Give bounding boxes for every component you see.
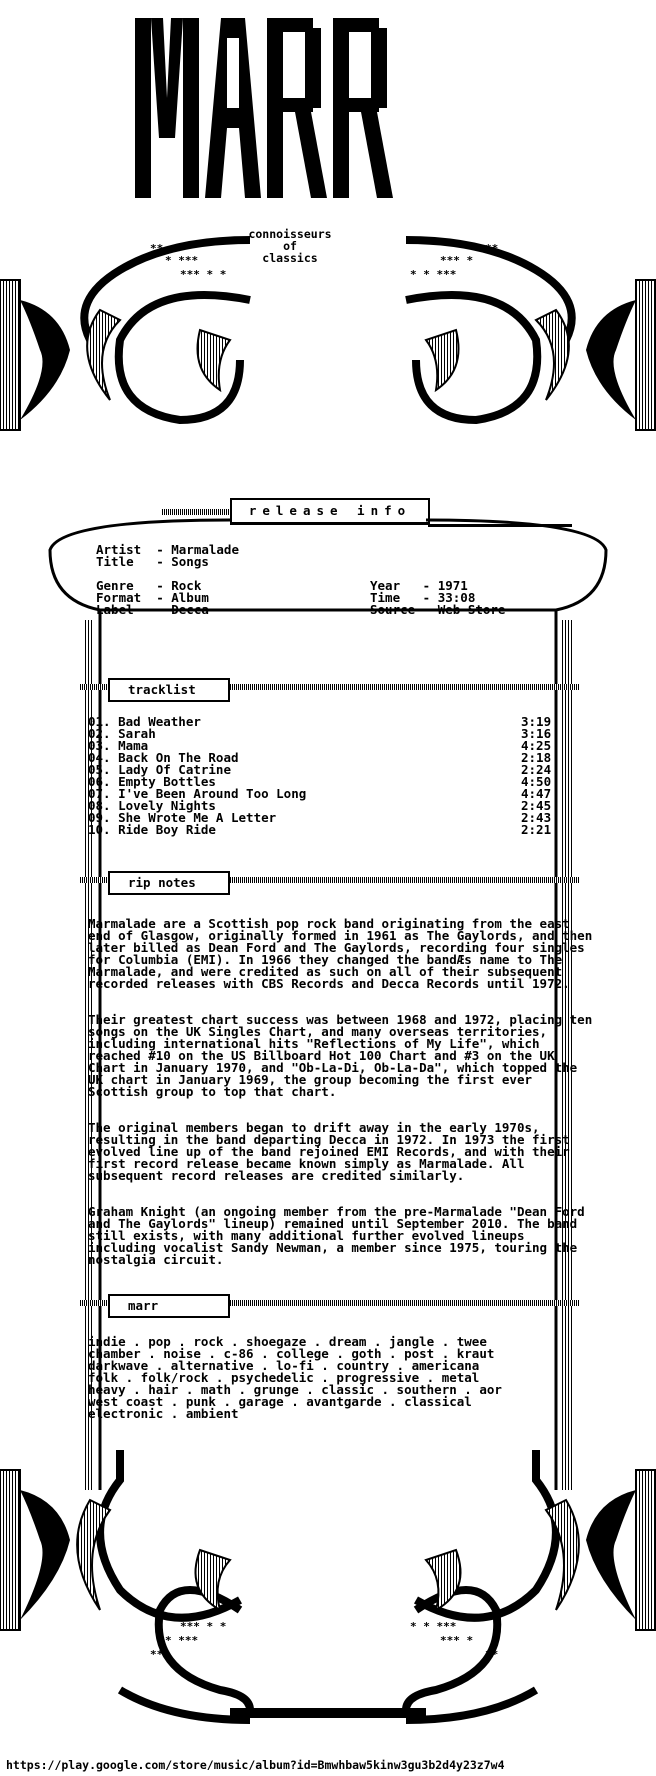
track-title: 09. She Wrote Me A Letter [88, 810, 277, 825]
track-duration: 2:18 [521, 750, 552, 765]
track-duration: 2:24 [521, 762, 552, 777]
track-title: 07. I've Been Around Too Long [88, 786, 307, 801]
tagline-line-1: connoisseurs [248, 227, 332, 241]
marr-bar-right [230, 1300, 580, 1306]
genre-tags-line: electronic . ambient [88, 1406, 239, 1421]
release-info-label: release info [248, 503, 412, 518]
time-field: Time - 33:08 [370, 590, 476, 605]
track-duration: 2:45 [521, 798, 552, 813]
svg-text:*** *: *** * [440, 254, 474, 267]
svg-text:**: ** [150, 242, 164, 255]
track-title: 03. Mama [88, 738, 149, 753]
svg-text:* ***: * *** [165, 1634, 199, 1647]
genre-tags-line: heavy . hair . math . grunge . classic . southern . aor [88, 1382, 502, 1397]
track-title: 06. Empty Bottles [88, 774, 216, 789]
genre-field: Genre - Rock [96, 578, 202, 593]
track-title: 02. Sarah [88, 726, 156, 741]
svg-text:* * ***: * * *** [410, 1620, 457, 1633]
rip-notes-paragraph: Graham Knight (an ongoing member from the pre-Marmalade "Dean Ford and The Gaylords" lineup) remained until September 2010. The band still exists, with many additional further evolved lineups including vocalist Sandy Newman, a member since 1975, touring the nostalgia circuit. [88, 1204, 585, 1267]
genre-tags-line: chamber . noise . c-86 . college . goth . post . kraut [88, 1346, 495, 1361]
rip-notes-paragraph: The original members began to drift away in the early 1970s, resulting in the band departing Decca in 1972. In 1973 the first evolved line up of the band rejoined EMI Records, and with their first record release became known simply as Marmalade. All subsequent record releases are credited similarly. [88, 1120, 570, 1183]
track-duration: 4:47 [521, 786, 552, 801]
source-field: Source - Web Store [370, 602, 506, 617]
track-duration: 3:19 [521, 714, 552, 729]
genre-tags-line: west coast . punk . garage . avantgarde . classical [88, 1394, 472, 1409]
svg-text:**: ** [485, 1648, 499, 1661]
track-title: 10. Ride Boy Ride [88, 822, 216, 837]
svg-text:* * ***: * * *** [410, 268, 457, 281]
rip-notes-bar-left [80, 877, 108, 883]
scroll-ornament-icon [0, 200, 656, 500]
svg-text:**: ** [485, 242, 499, 255]
genre-tags-line: indie . pop . rock . shoegaze . dream . jangle . twee [88, 1334, 487, 1349]
track-title: 04. Back On The Road [88, 750, 239, 765]
track-duration: 2:43 [521, 810, 552, 825]
title-field: Title - Songs [96, 554, 209, 569]
track-title: 08. Lovely Nights [88, 798, 216, 813]
tagline-line-2: of [283, 239, 297, 253]
track-row [88, 824, 588, 836]
track-duration: 2:21 [521, 822, 552, 837]
tagline-line-3: classics [262, 251, 318, 265]
label-field: Label - Decca [96, 602, 209, 617]
marr-header [108, 1294, 230, 1318]
track-title: 01. Bad Weather [88, 714, 201, 729]
rip-notes-label: rip notes [128, 875, 196, 890]
scroll-ornament-icon [0, 1440, 656, 1750]
track-title: 05. Lady Of Catrine [88, 762, 231, 777]
tracklist-bar-right [230, 684, 580, 690]
track-duration: 4:25 [521, 738, 552, 753]
svg-text:* ***: * *** [165, 254, 199, 267]
marr-bar-left [80, 1300, 108, 1306]
marr-label: marr [128, 1298, 159, 1313]
genre-tags-line: darkwave . alternative . lo-fi . country . americana [88, 1358, 480, 1373]
svg-text:*** * *: *** * * [180, 1620, 227, 1633]
tracklist-label: tracklist [128, 682, 196, 697]
track-duration: 3:16 [521, 726, 552, 741]
rip-notes-header [108, 871, 230, 895]
svg-text:*** *: *** * [440, 1634, 474, 1647]
svg-text:**: ** [150, 1648, 164, 1661]
genre-tags-line: folk . folk/rock . psychedelic . progressive . metal [88, 1370, 480, 1385]
track-duration: 4:50 [521, 774, 552, 789]
rip-notes-paragraph: Their greatest chart success was between 1968 and 1972, placing ten songs on the UK Singles Chart, and many overseas territories, including international hits "Reflections of My Life", which reached #10 on the US Billboard Hot 100 Chart and #3 on the UK Chart in January 1970, and "Ob-La-Di, Ob-La-Da", which topped the UK chart in January 1969, the group becoming the first ever Scottish group to top that chart. [88, 1012, 593, 1099]
tracklist-header [108, 678, 230, 702]
year-field: Year - 1971 [370, 578, 468, 593]
svg-text:*** * *: *** * * [180, 268, 227, 281]
footer-url[interactable]: https://play.google.com/store/music/album?id=Bmwhbaw5kinw3gu3b2d4y23z7w4 [6, 1758, 505, 1772]
tracklist-bar-left [80, 684, 108, 690]
track-row [88, 716, 588, 728]
artist-field: Artist - Marmalade [96, 542, 239, 557]
format-field: Format - Album [96, 590, 209, 605]
track-row [88, 728, 588, 740]
rip-notes-bar-right [230, 877, 580, 883]
marr-logo [135, 8, 395, 220]
rip-notes-paragraph: Marmalade are a Scottish pop rock band originating from the east end of Glasgow, originally formed in 1961 as The Gaylords, and then later billed as Dean Ford and The Gaylords, recording four singles for Columbia (EMI). In 1966 they changed the bandÆs name to The Marmalade, and were credited as such on all of their subsequent recorded releases with CBS Records and Decca Records until 1972. [88, 916, 593, 991]
